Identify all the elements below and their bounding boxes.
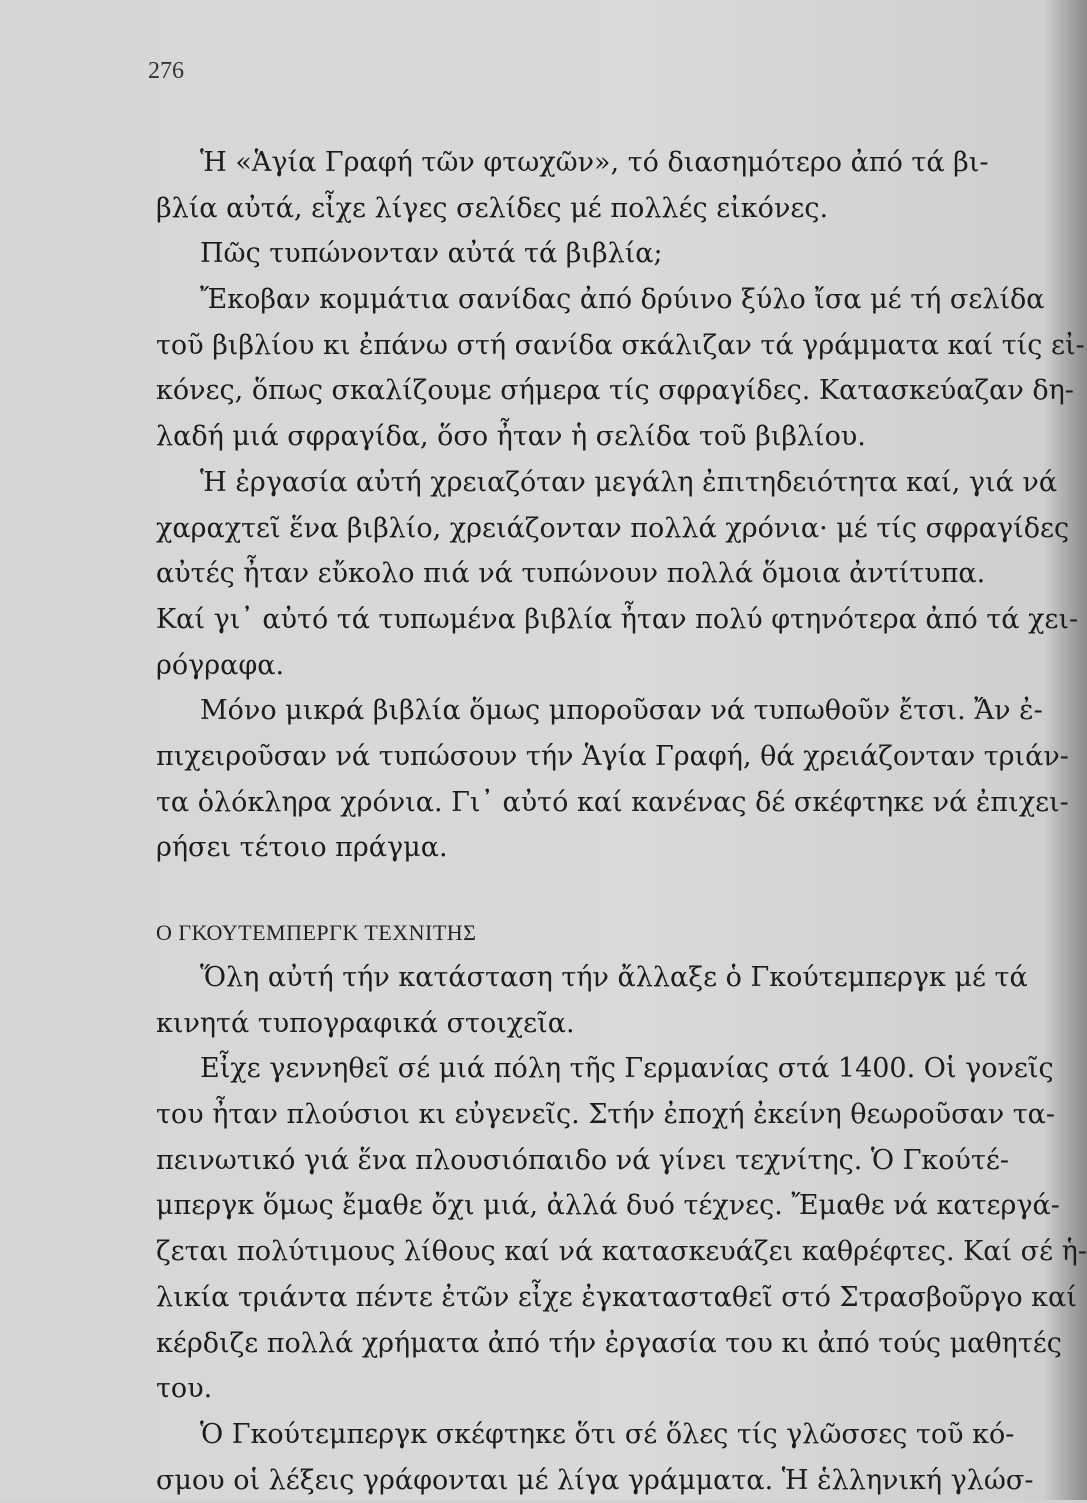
text-line: τα ὁλόκληρα χρόνια. Γι᾽ αὐτό καί κανένας δέ σκέφτηκε νά ἐπιχει-: [156, 786, 1069, 818]
text-line: κινητά τυπογραφικά στοιχεῖα.: [156, 1007, 575, 1039]
paragraph: [156, 277, 1085, 460]
text-line: Ὅλη αὐτή τήν κατάσταση τήν ἄλλαξε ὁ Γκούτεμπεργκ μέ τά: [200, 962, 1028, 993]
text-line: κέρδιζε πολλά χρήματα ἀπό τήν ἐργασία του κι ἀπό τούς μαθητές: [156, 1327, 1062, 1359]
text-line: λαδή μιά σφραγίδα, ὅσο ἦταν ἡ σελίδα τοῦ βιβλίου.: [156, 421, 866, 453]
text-line: πεινωτικό γιά ἕνα πλουσιόπαιδο νά γίνει τεχνίτης. Ὁ Γκούτέ-: [156, 1144, 1010, 1176]
paragraph: [156, 140, 989, 231]
text-line: τοῦ βιβλίου κι ἐπάνω στή σανίδα σκάλιζαν τά γράμματα καί τίς εἰ-: [156, 329, 1085, 361]
paragraph: [156, 231, 976, 277]
text-line: πιχειροῦσαν νά τυπώσουν τήν Ἁγία Γραφή, θά χρειάζονταν τριάν-: [156, 740, 1069, 772]
text-line: Ὁ Γκούτεμπεργκ σκέφτηκε ὅτι σέ ὅλες τίς γλῶσσες τοῦ κό-: [200, 1418, 1015, 1450]
text-line: Πῶς τυπώνονταν αὐτά τά βιβλία;: [200, 238, 663, 270]
text-line: Ἔκοβαν κομμάτια σανίδας ἀπό δρύινο ξύλο ἴσα μέ τή σελίδα: [200, 284, 1045, 316]
text-line: Εἶχε γεννηθεῖ σέ μιά πόλη τῆς Γερμανίας στά 1400. Οἱ γονεῖς: [200, 1053, 1054, 1085]
text-line: αὐτές ἦταν εὔκολο πιά νά τυπώνουν πολλά ὅμοια ἀντίτυπα.: [156, 558, 986, 590]
paragraph: [156, 1046, 1087, 1412]
page-number: 276: [148, 58, 184, 84]
paragraph: [156, 460, 1079, 688]
text-line: λικία τριάντα πέντε ἐτῶν εἶχε ἐγκατασταθεῖ στό Στρασβοῦργο καί: [156, 1281, 1077, 1313]
text-line: του.: [156, 1373, 213, 1405]
text-line: Καί γι᾽ αὐτό τά τυπωμένα βιβλία ἦταν πολύ φτηνότερα ἀπό τά χει-: [156, 603, 1079, 635]
text-line: κόνες, ὅπως σκαλίζουμε σήμερα τίς σφραγίδες. Κατασκεύαζαν δη-: [156, 375, 1074, 407]
paragraph: [156, 688, 1069, 871]
text-line: Μόνο μικρά βιβλία ὅμως μποροῦσαν νά τυπωθοῦν ἔτσι. Ἄν ἐ-: [200, 695, 1043, 727]
body-text: [156, 140, 1087, 1503]
paragraph: [156, 955, 1028, 1046]
text-line: βλία αὐτά, εἶχε λίγες σελίδες μέ πολλές εἰκόνες.: [156, 192, 829, 224]
text-line: χαραχτεῖ ἕνα βιβλίο, χρειάζονταν πολλά χρόνια· μέ τίς σφραγίδες: [156, 512, 1070, 544]
text-line: σμου οἱ λέξεις γράφονται μέ λίγα γράμματα. Ἡ ἑλληνική γλώσ-: [156, 1464, 1034, 1496]
text-line: Ἡ «Ἁγία Γραφή τῶν φτωχῶν», τό διασημότερο ἀπό τά βι-: [200, 147, 989, 178]
text-line: Ἡ ἐργασία αὐτή χρειαζόταν μεγάλη ἐπιτηδειότητα καί, γιά νά: [200, 466, 1058, 498]
text-line: μπεργκ ὅμως ἔμαθε ὄχι μιά, ἀλλά δυό τέχνες. Ἔμαθε νά κατεργά-: [156, 1190, 1060, 1222]
text-line: ρήσει τέτοιο πράγμα.: [156, 832, 448, 864]
text-line: του ἦταν πλούσιοι κι εὐγενεῖς. Στήν ἐποχή ἐκείνη θεωροῦσαν τα-: [156, 1099, 1056, 1131]
text-line: ζεται πολύτιμους λίθους καί νά κατασκευάζει καθρέφτες. Καί σέ ἡ-: [156, 1236, 1087, 1268]
section-title: Ο ΓΚΟΥΤΕΜΠΕΡΓΚ ΤΕΧΝΙΤΗΣ: [156, 920, 477, 945]
paragraph: [156, 1412, 1034, 1503]
text-line: ρόγραφα.: [156, 649, 285, 681]
